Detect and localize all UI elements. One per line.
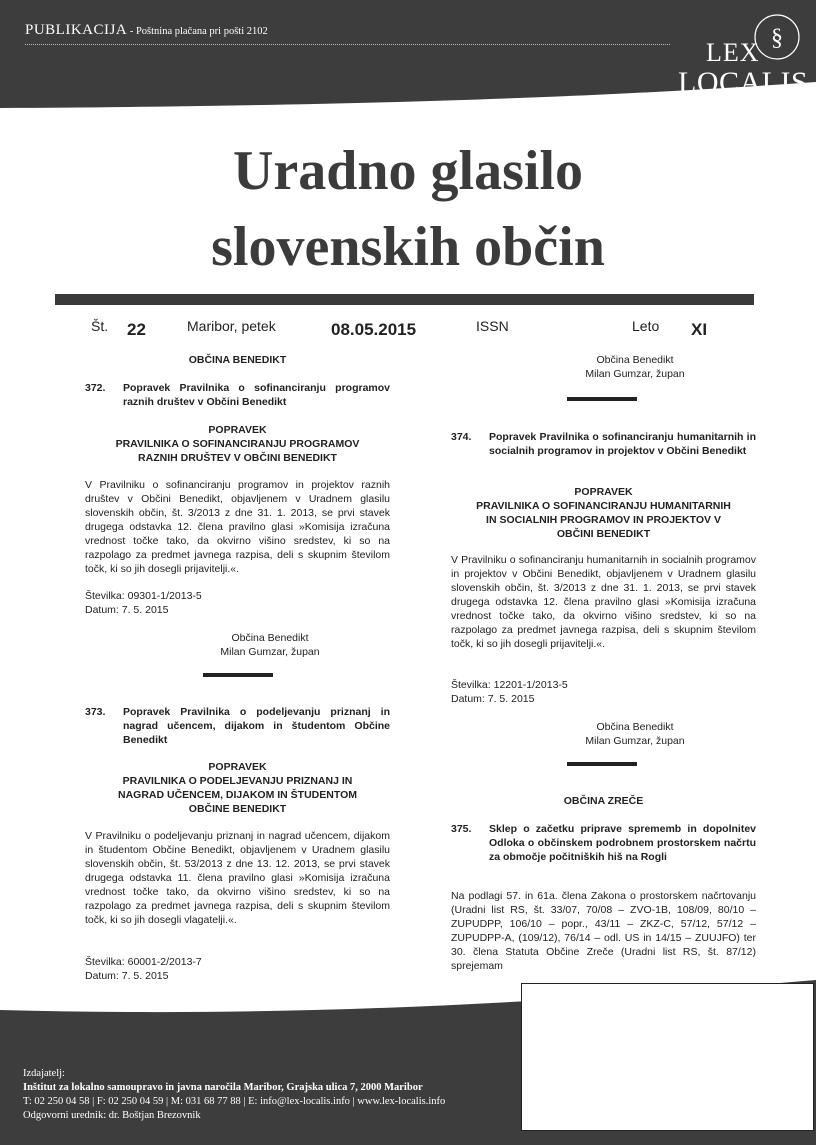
heading-line: POPRAVEK: [208, 424, 267, 436]
heading-line: PRAVILNIKA O PODELJEVANJU PRIZNANJ IN: [122, 775, 353, 787]
dotted-divider: [25, 44, 670, 45]
page-title-line2: slovenskih občin: [211, 216, 605, 278]
heading-line: PRAVILNIKA O SOFINANCIRANJU PROGRAMOV: [115, 438, 360, 450]
year-label: Leto: [632, 318, 660, 334]
signature-line: Milan Gumzar, župan: [585, 368, 685, 380]
section-separator: [567, 397, 637, 401]
article-title: Popravek Pravilnika o sofinanciranju programov raznih društev v Občini Benedikt: [123, 382, 390, 408]
heading-line: IN SOCIALNIH PROGRAMOV IN PROJEKTOV V: [486, 514, 721, 526]
logo-lex: LEX: [706, 38, 760, 67]
issn-label: ISSN: [476, 318, 509, 334]
article-heading: [85, 423, 390, 465]
blank-box: [521, 983, 814, 1131]
article-title: Popravek Pravilnika o podeljevanju priznanj in nagrad učencem, dijakom in študentom Občine Benedikt: [123, 706, 390, 746]
section-separator: [203, 673, 273, 677]
document-date: Datum: 7. 5. 2015: [85, 604, 169, 616]
article-title: Sklep o začetku priprave sprememb in dopolnitev Odloka o občinskem podrobnem prostorskem načrtu za območje počitniških hiš na Rogli: [489, 823, 756, 863]
issue-number: 22: [127, 320, 146, 339]
publication-label: PUBLIKACIJA: [25, 22, 128, 38]
signature-line: Občina Benedikt: [231, 632, 309, 644]
signature-line: Občina Benedikt: [596, 721, 674, 733]
article-number: 372.: [85, 382, 106, 394]
document-date: Datum: 7. 5. 2015: [451, 693, 535, 705]
logo-localis: LOCALIS: [678, 66, 809, 99]
article-body: V Pravilniku o sofinanciranju humanitarnih in socialnih programov in projektov v Občini Benedikt, objavljenem v Uradnem glasilu slovenskih občin, št. 3/2013 z dne 31. 1. 2013, se prvi stavek drugega odstavka 12. člena pravilno glasi »Komisija izračuna vrednost točke tako, da okvirno višino sredstev, ki so na razpolago za predmet javnega razpisa, deli s skupnim številom točk, ki so jih dosegli prijavitelji.«.: [451, 554, 756, 650]
year-value: XI: [691, 320, 708, 339]
publisher-name: Inštitut za lokalno samoupravo in javna naročila Maribor, Grajska ulica 7, 2000 Maribor: [23, 1082, 423, 1093]
page-title-line1: Uradno glasilo: [232, 140, 584, 202]
issue-place: Maribor, petek: [187, 318, 276, 334]
heading-line: POPRAVEK: [574, 486, 633, 498]
title-rule: [55, 294, 754, 305]
section-separator: [567, 762, 637, 766]
postage-note: Poštnina plačana pri pošti 2102: [135, 26, 268, 37]
signature-line: Milan Gumzar, župan: [220, 646, 320, 658]
issue-date: 08.05.2015: [331, 320, 417, 339]
article-heading: [451, 485, 756, 541]
publication-line: [25, 21, 268, 39]
signature-block: [535, 353, 735, 381]
publication-dash: -: [127, 26, 136, 37]
article-body: V Pravilniku o podeljevanju priznanj in nagrad učencem, dijakom in študentom Občine Benedikt, objavljenem v Uradnem glasilu slovenskih občin, št. 53/2013 z dne 13. 12. 2013, se prvi stavek drugega odstavka 11. člena pravilno glasi »Komisija izračuna vrednost točke tako, da okvirno višino sredstev, ki so na razpolago za predmet javnega razpisa, deli s skupnim številom točk, ki so jih dosegli vlagatelji.«.: [85, 830, 390, 926]
document-number: Številka: 12201-1/2013-5: [451, 679, 568, 691]
article-number: 375.: [451, 823, 472, 835]
article-number: 374.: [451, 431, 472, 443]
document-number: Številka: 09301-1/2013-5: [85, 590, 202, 602]
heading-line: OBČINI BENEDIKT: [556, 528, 651, 540]
heading-line: RAZNIH DRUŠTEV V OBČINI BENEDIKT: [138, 452, 337, 464]
article-body: V Pravilniku o sofinanciranju programov in projektov raznih društev v Občini Benedikt, objavljenem v Uradnem glasilu slovenskih občin, št. 3/2013 z dne 31. 1. 2013, se prvi stavek drugega odstavka 12. člena pravilno glasi »Komisija izračuna vrednost točke tako, da okvirno višino sredstev, ki so na razpolago za predmet javnega razpisa, deli s skupnim številom točk, ki so jih dosegli prijavitelji.«.: [85, 479, 390, 575]
article-title: Popravek Pravilnika o sofinanciranju humanitarnih in socialnih programov in projektov v Občini Benedikt: [489, 431, 756, 457]
issue-number-label: Št.: [91, 318, 109, 334]
document-date: Datum: 7. 5. 2015: [85, 970, 169, 982]
municipality-heading: OBČINA BENEDIKT: [188, 354, 287, 366]
document-number: Številka: 60001-2/2013-7: [85, 956, 202, 968]
publisher-label: Izdajatelj:: [23, 1068, 65, 1079]
article-body: Na podlagi 57. in 61a. člena Zakona o prostorskem načrtovanju (Uradni list RS, št. 33/07, 70/08 – ZVO-1B, 108/09, 80/10 – ZUPUDPP, 106/10 – popr., 43/11 – ZKZ-C, 57/12, 57/12 – ZUPUDPP-A, (109/12), 76/14 – odl. US in 14/15 – ZUUJFO) ter 30. člena Statuta Občine Zreče (Uradni list RS, št. 87/12) sprejemam: [451, 890, 756, 972]
signature-line: Občina Benedikt: [596, 354, 674, 366]
responsible-editor: Odgovorni urednik: dr. Boštjan Brezovnik: [23, 1110, 201, 1121]
section-symbol: §: [771, 25, 783, 51]
municipality-heading: OBČINA ZREČE: [563, 795, 644, 807]
signature-block: [535, 720, 735, 748]
signature-block: [160, 631, 380, 659]
heading-line: POPRAVEK: [208, 761, 267, 773]
article-number: 373.: [85, 706, 106, 718]
heading-line: PRAVILNIKA O SOFINANCIRANJU HUMANITARNIH: [476, 500, 731, 512]
signature-line: Milan Gumzar, župan: [585, 735, 685, 747]
article-heading: [85, 760, 390, 816]
heading-line: NAGRAD UČENCEM, DIJAKOM IN ŠTUDENTOM: [118, 789, 357, 801]
publisher-contacts: T: 02 250 04 58 | F: 02 250 04 59 | M: 031 68 77 88 | E: info@lex-localis.info | www.lex-localis.info: [23, 1096, 446, 1107]
heading-line: OBČINE BENEDIKT: [188, 803, 287, 815]
